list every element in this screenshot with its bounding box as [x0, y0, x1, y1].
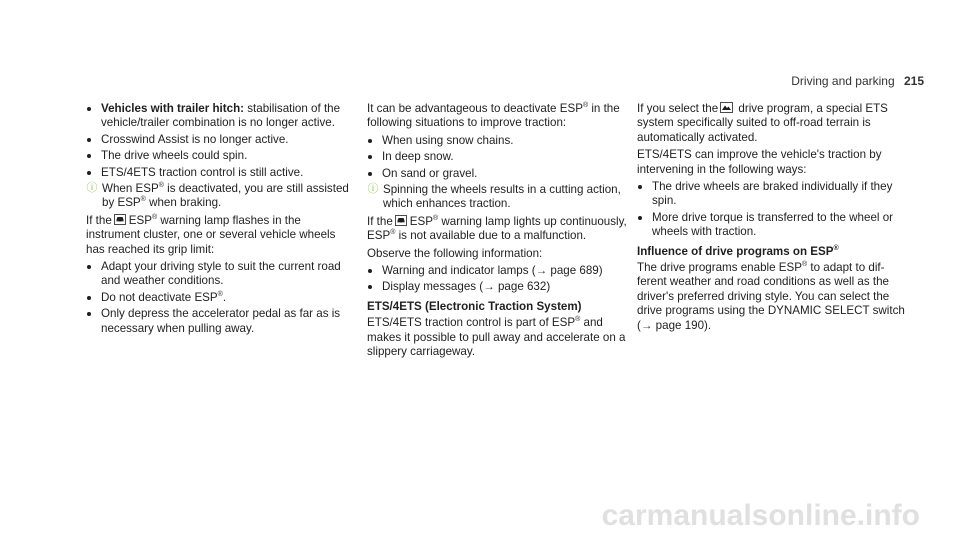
info-icon [86, 182, 98, 194]
list-item: Crosswind Assist is no longer active. [86, 133, 354, 147]
info-icon [367, 183, 379, 195]
paragraph: It can be advantageous to deactivate ESP® in the following situations to improve traction: [367, 102, 620, 130]
column-3 [637, 102, 905, 336]
list-item: On sand or gravel. [367, 167, 631, 181]
note: ⓘ When ESP® is deactivated, you are still assisted by ESP® when braking. [86, 182, 354, 211]
paragraph: If the ESP® warning lamp lights up continuously, ESP® is not available due to a malfunction. [367, 214, 627, 243]
trailer-label: Vehicles with trailer hitch: [101, 102, 245, 115]
list-item: The drive wheels are braked individually if they spin. [637, 180, 905, 209]
paragraph: ETS/4ETS traction control is part of ESP® and makes it possible to pull away and accelerate on a slippery carriageway. [367, 316, 626, 359]
page-number: 215 [903, 74, 924, 88]
note: ⓘ Spinning the wheels results in a cutting action, which enhances traction. [367, 183, 631, 212]
section-heading: ETS/4ETS (Electronic Traction System) [367, 299, 582, 313]
list-item: Display messages (→ page 632) [367, 280, 631, 294]
esp-warning-icon [114, 214, 126, 225]
column-2 [367, 102, 631, 363]
watermark: carmanualsonline.info [601, 498, 920, 532]
page-header [791, 74, 924, 88]
offroad-mode-icon [720, 102, 733, 113]
list-item: In deep snow. [367, 150, 631, 164]
paragraph: If you select the drive program, a special ETS system specifically suited to off-road terrain is automatically activated. [637, 102, 888, 144]
section-title: Driving and parking [791, 74, 895, 88]
section-heading: Influence of drive programs on ESP® [637, 244, 839, 258]
list-item: Do not deactivate ESP®. [86, 291, 354, 305]
list-item: Only depress the accelerator pedal as far as is necessary when pulling away. [86, 307, 354, 336]
list-item: Warning and indicator lamps (→ page 689) [367, 264, 631, 278]
paragraph: Observe the following information: [367, 246, 543, 260]
column-1 [86, 102, 354, 338]
esp-warning-icon [395, 215, 407, 226]
list-item: When using snow chains. [367, 134, 631, 148]
list-item: Vehicles with trailer hitch: stabilisation of the vehicle/trailer combination is no longer active. [86, 102, 354, 131]
list-item: More drive torque is transferred to the wheel or wheels with traction. [637, 211, 905, 240]
paragraph: The drive programs enable ESP® to adapt to different weather and road conditions as well as the driver's preferred driving style. You can select the drive programs using the DYNAMIC SELECT switch (→ page 190). [637, 261, 905, 332]
paragraph: If the ESP® warning lamp flashes in the instrument cluster, one or several vehicle wheels has reached its grip limit: [86, 213, 336, 256]
list-item: ETS/4ETS traction control is still active. [86, 166, 354, 180]
list-item: The drive wheels could spin. [86, 149, 354, 163]
paragraph: ETS/4ETS can improve the vehicle's traction by intervening in the following ways: [637, 148, 882, 176]
list-item: Adapt your driving style to suit the current road and weather conditions. [86, 260, 354, 289]
